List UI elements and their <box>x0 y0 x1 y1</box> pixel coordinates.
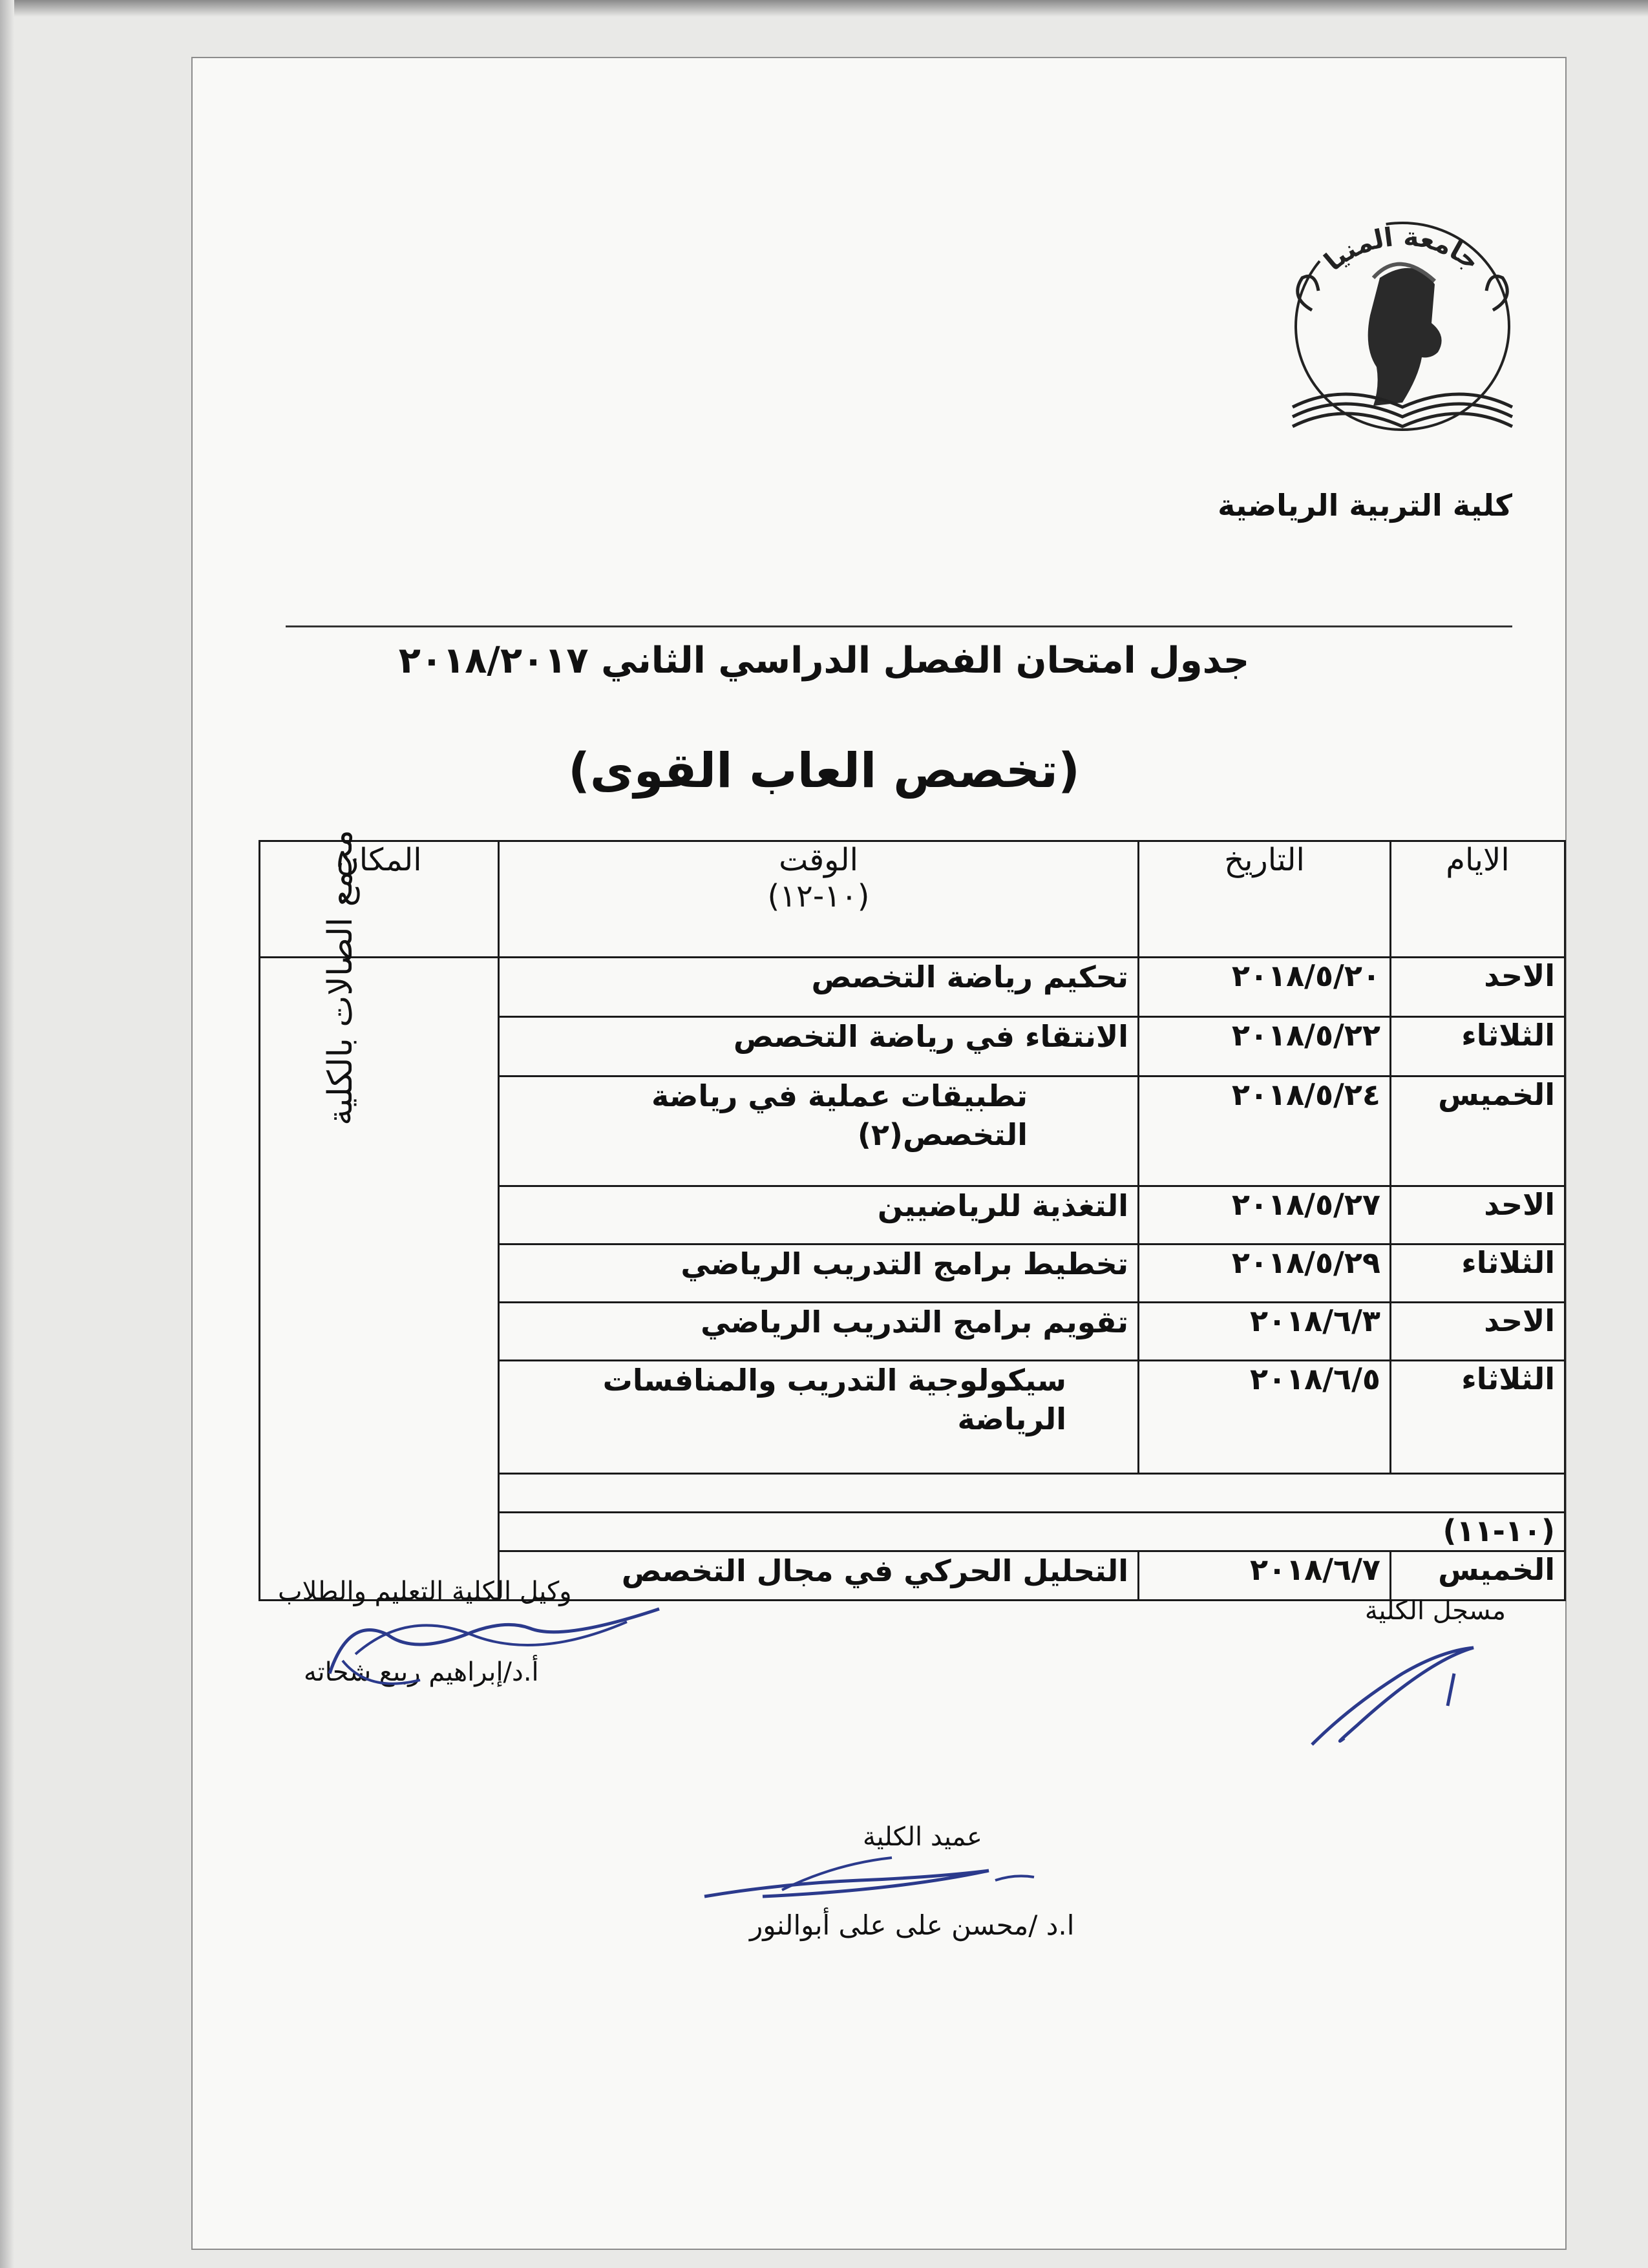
empty-spacer-cell <box>499 1474 1565 1513</box>
row-day: الثلاثاء <box>1391 1361 1565 1474</box>
row-day: الخميس <box>1391 1076 1565 1186</box>
place-value: مجمع الصالات بالكلية <box>321 830 361 1126</box>
row-day: الثلاثاء <box>1391 1017 1565 1076</box>
exam-schedule-table <box>259 830 1566 1601</box>
row-course: تخطيط برامج التدريب الرياضي <box>499 1244 1139 1303</box>
table-header-row <box>260 841 1565 958</box>
vice-dean-name: أ.د/إبراهيم ربيع شحاته <box>304 1657 539 1687</box>
schedule-title: جدول امتحان الفصل الدراسي الثاني ٢٠١٨/٢٠١٧ <box>398 640 1250 682</box>
time-slot-label: (١٠-١١) <box>499 1513 1565 1551</box>
row-date: ٢٠١٨/٦/٧ <box>1139 1551 1391 1601</box>
specialization-title: (تخصص العاب القوى) <box>568 743 1080 799</box>
faculty-name: كلية التربية الرياضية <box>1218 488 1512 523</box>
row-day: الاحد <box>1391 958 1565 1017</box>
row-day: الخميس <box>1391 1551 1565 1601</box>
header-place: المكان <box>260 841 499 958</box>
vice-dean-title: وكيل الكلية التعليم والطلاب <box>278 1577 572 1606</box>
scan-edge-left <box>0 0 14 2268</box>
row-day: الاحد <box>1391 1186 1565 1244</box>
row-course: التحليل الحركي في مجال التخصص <box>499 1551 1139 1601</box>
header-divider <box>286 625 1512 627</box>
scan-edge-top <box>0 0 1648 17</box>
dean-title: عميد الكلية <box>863 1822 982 1852</box>
row-date: ٢٠١٨/٥/٢٤ <box>1139 1076 1391 1186</box>
row-date: ٢٠١٨/٥/٢٧ <box>1139 1186 1391 1244</box>
dean-signature <box>698 1851 1060 1922</box>
header-time <box>499 841 1139 958</box>
row-date: ٢٠١٨/٦/٣ <box>1139 1303 1391 1361</box>
header-date: التاريخ <box>1139 841 1391 958</box>
row-date: ٢٠١٨/٥/٢٩ <box>1139 1244 1391 1303</box>
row-course: سيكولوجية التدريب والمنافسات الرياضة <box>499 1361 1139 1474</box>
row-course: تطبيقات عملية في رياضة التخصص(٢) <box>499 1076 1139 1186</box>
row-day: الاحد <box>1391 1303 1565 1361</box>
row-course: التغذية للرياضيين <box>499 1186 1139 1244</box>
registrar-title: مسجل الكلية <box>1364 1596 1506 1626</box>
table-row <box>260 958 1565 1017</box>
university-logo <box>1267 213 1538 465</box>
row-date: ٢٠١٨/٥/٢٠ <box>1139 958 1391 1017</box>
row-course: الانتقاء في رياضة التخصص <box>499 1017 1139 1076</box>
row-date: ٢٠١٨/٦/٥ <box>1139 1361 1391 1474</box>
row-course: تحكيم رياضة التخصص <box>499 958 1139 1017</box>
header-time-range: (١٠-١٢) <box>767 878 870 914</box>
row-date: ٢٠١٨/٥/٢٢ <box>1139 1017 1391 1076</box>
registrar-signature <box>1299 1635 1493 1758</box>
header-time-label: الوقت <box>779 842 858 878</box>
dean-name: ا.د /محسن على على أبوالنور <box>750 1909 1075 1941</box>
svg-text:جامعة المنيا: جامعة المنيا <box>1318 222 1486 277</box>
row-day: الثلاثاء <box>1391 1244 1565 1303</box>
header-days: الايام <box>1391 841 1565 958</box>
vice-dean-signature <box>317 1596 679 1706</box>
row-course: تقويم برامج التدريب الرياضي <box>499 1303 1139 1361</box>
